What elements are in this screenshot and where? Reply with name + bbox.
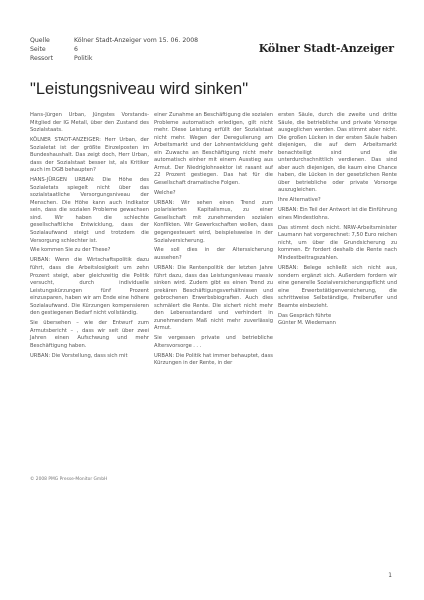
column-paragraph: Ihre Alternative?: [278, 197, 321, 204]
column-paragraph: URBAN: Die Politik hat immer behauptet, dass Kürzungen in der Rente, in der: [154, 352, 273, 367]
source-label: Quelle: [30, 37, 50, 44]
section-label: Ressort: [30, 55, 54, 63]
interviewer-credit: Das Gespräch führte: [278, 312, 332, 319]
page-value: 6: [74, 46, 78, 54]
column-paragraph: Hans-Jürgen Urban, Jüngstes Vorstands-Mitglied der IG Metall, über den Zustand des Sozialstaats.: [30, 112, 149, 134]
newspaper-masthead: Kölner Stadt-Anzeiger: [258, 42, 394, 55]
article-column-1: [30, 112, 149, 363]
column-paragraph: Welche?: [154, 189, 176, 196]
column-paragraph: URBAN: Belege schließt sich nicht aus, sondern ergänzt sich. Außerdem fordern wir eine generelle Sozialversicherungspflicht und eine Erwerbstätigenversicherung, die schrittweise Selbständige, Freiberufler und Beamte einbezieht.: [278, 264, 397, 309]
column-paragraph: Wie kommen Sie zu der These?: [30, 247, 111, 254]
column-paragraph: Sie vergessen private und betriebliche Altersvorsorge . . .: [154, 335, 273, 349]
column-paragraph: KÖLNER STADT-ANZEIGER: Herr Urban, der Sozialetat ist der größte Einzelposten im Bundeshaushalt. Das zeigt doch, Herr Urban, dass der Sozialstaat besser ist, als Kritiker auch im DGB behaupten?: [30, 137, 149, 174]
source-value: Kölner Stadt-Anzeiger vom 15. 06. 2008: [74, 37, 199, 44]
page-label: Seite: [30, 46, 46, 54]
column-paragraph: Das stimmt doch nicht. NRW-Arbeitsminister Laumann hat vorgerechnet: 7,50 Euro reichen nicht, um über die Grundsicherung zu kommen. Er fordert deshalb die Rente nach Mindestbeitragszahlen.: [278, 224, 397, 262]
column-paragraph: HANS-JÜRGEN URBAN: Die Höhe des Sozialetats spiegelt nicht über das sozialstaatliche Versorgungsniveau der Menschen. Die Höhe kann auch Indikator sein, dass die sozialen Probleme gewachsen sind. Wir haben die schlechte gesellschaftliche Entwicklung, dass der Sozialaufwand steigt und trotzdem die Versorgung schlechter ist.: [30, 177, 149, 244]
article-column-3: [278, 112, 397, 330]
column-paragraph: URBAN: Die Vorstellung, dass sich mit: [30, 352, 128, 359]
section-row: [30, 54, 198, 63]
column-paragraph: Sie übersehen – wie der Entwurf zum Armutsbericht – , dass wir seit über zwei Jahren einen Aufschwung und mehr Beschäftigung haben.: [30, 320, 149, 349]
column-paragraph: URBAN: Ein Teil der Antwort ist die Einführung eines Mindestlohns.: [278, 207, 397, 221]
page-row: [30, 45, 198, 54]
copyright-notice: © 2008 PMG Presse-Monitor GmbH: [30, 477, 108, 482]
column-paragraph: URBAN: Die Rentenpolitik der letzten Jahre führt dazu, dass das Leistungsniveau massiv sinken wird. Zudem gibt es einen Trend zu prekären Beschäftigungsverhältnissen und gebrochenen Erwerbsbiografien. Auch dies schmälert die Rente. Die sichert nicht mehr den Lebensstandard und verhindert in zunehmendem Maß nicht mehr zuverlässig Armut.: [154, 264, 273, 332]
page-number: 1: [388, 573, 392, 579]
article-headline: "Leistungsniveau wird sinken": [30, 80, 249, 98]
source-info: [30, 36, 198, 64]
section-value: Politik: [74, 55, 93, 63]
column-paragraph: einer Zunahme an Beschäftigung die sozialen Probleme automatisch erledigen, gilt nicht mehr. Diese Leistung erfüllt der Sozialstaat nicht mehr. Wegen der Deregulierung am Arbeitsmarkt und der Lohnentwicklung geht ein Zuwachs an Beschäftigung nicht mehr automatisch einher mit einem Ausstieg aus Armut. Der Niedriglohnsektor ist rasant auf 22 Prozent gestiegen. Das hat für die Gesellschaft dramatische Folgen.: [154, 112, 273, 186]
column-paragraph: Wie soll dies in der Alterssicherung aussehen?: [154, 247, 273, 262]
column-paragraph: URBAN: Wenn die Wirtschaftspolitik dazu führt, dass die Arbeitslosigkeit um zehn Prozent steigt, aber gleichzeitig die Politik versucht, durch individuelle Leistungskürzungen fünf Prozent einzusparen, haben wir am Ende eine höhere Sozialaufwand. Die Kürzungen kompensieren den gestiegenen Bedarf nicht vollständig.: [30, 257, 149, 317]
source-row: [30, 36, 198, 45]
column-paragraph: ersten Säule, durch die zweite und dritte Säule, die betriebliche und private Vorsorge ausgeglichen werden. Das stimmt aber nicht. Die großen Lücken in der ersten Säule haben diejenigen, die auf dem Arbeitsmarkt benachteiligt sind und die unterdurchschnittlich verdienen. Das sind aber auch diejenigen, die kaum eine Chance haben, die Lücken in der gesetzlichen Rente über betriebliche oder private Vorsorge auszugleichen.: [278, 112, 397, 194]
article-column-2: [154, 112, 273, 370]
interviewer-name: Günter M. Wiedemann: [278, 320, 336, 327]
column-paragraph: URBAN: Wir sehen einen Trend zum polarisierten Kapitalismus, zu einer Gesellschaft mit zunehmenden sozialen Konflikten. Wir Gewerkschaften wollen, dass gegengesteuert wird, beispielsweise in der Sozialversicherung.: [154, 199, 273, 244]
